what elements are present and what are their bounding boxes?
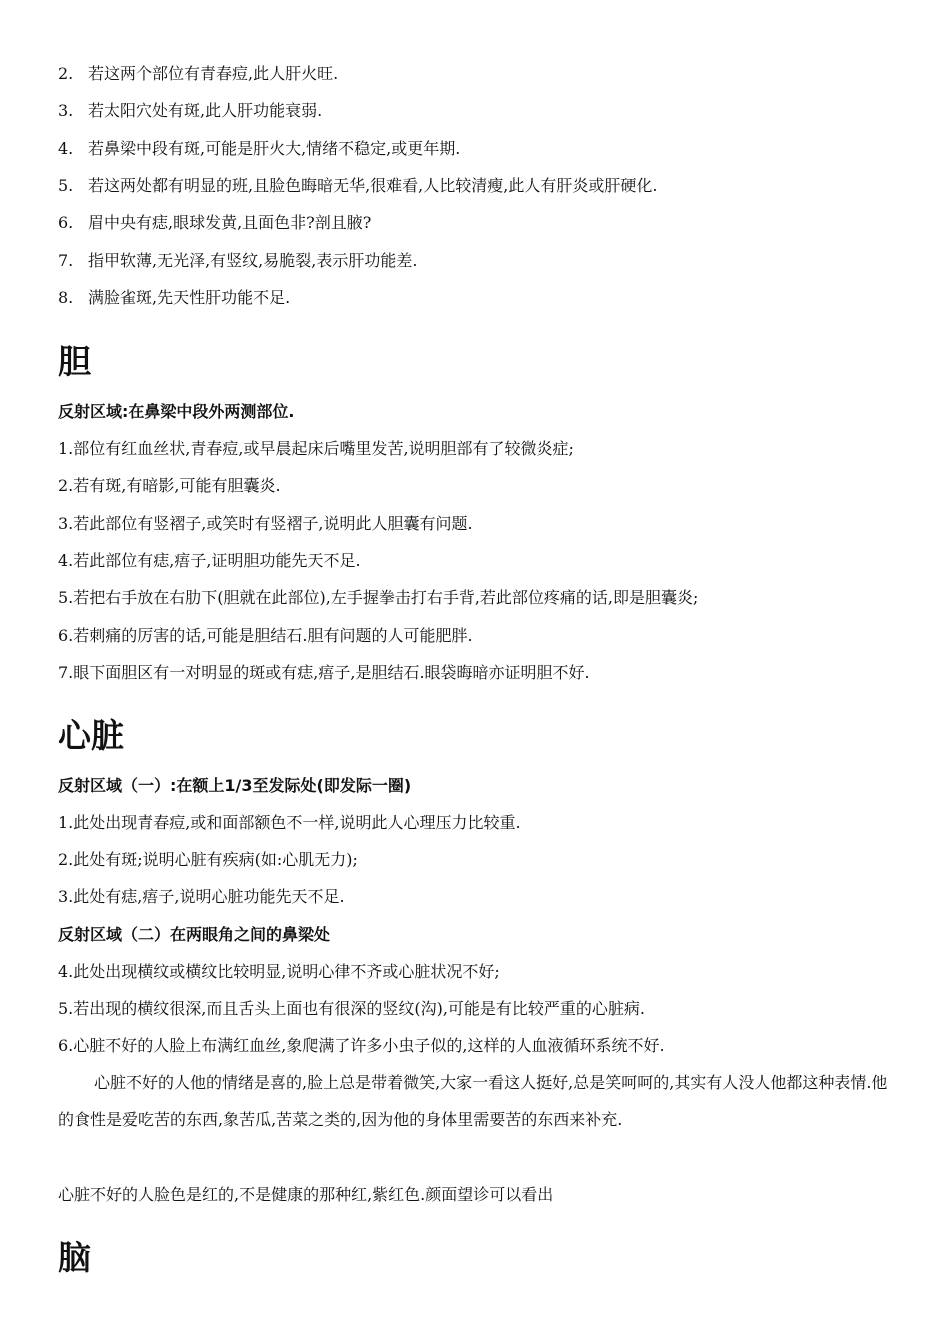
list-item: 6.心脏不好的人脸上布满红血丝,象爬满了许多小虫子似的,这样的人血液循环系统不好.	[58, 1036, 665, 1055]
list-text: 眉中央有痣,眼球发黄,且面色非?剖且腋?	[88, 213, 372, 232]
list-item: 3.若此部位有竖褶子,或笑时有竖褶子,说明此人胆囊有问题.	[58, 514, 473, 533]
list-item: 4.此处出现横纹或横纹比较明显,说明心律不齐或心脏状况不好;	[58, 962, 500, 981]
list-item	[58, 176, 657, 196]
list-item: 7.眼下面胆区有一对明显的斑或有痣,痦子,是胆结石.眼袋晦暗亦证明胆不好.	[58, 663, 590, 682]
list-number: 8.	[58, 288, 74, 307]
list-item: 3.此处有痣,痦子,说明心脏功能先天不足.	[58, 887, 345, 906]
section-heading-gallbladder: 胆	[58, 342, 91, 381]
list-text: 指甲软薄,无光泽,有竖纹,易脆裂,表示肝功能差.	[88, 251, 418, 270]
list-item: 2.若有斑,有暗影,可能有胆囊炎.	[58, 476, 281, 495]
reflex-region-label: 反射区域（二）在两眼角之间的鼻梁处	[58, 925, 331, 944]
list-item	[58, 288, 290, 308]
list-text: 若太阳穴处有斑,此人肝功能衰弱.	[88, 101, 323, 120]
section-heading-brain: 脑	[58, 1238, 91, 1277]
reflex-region-label: 反射区域（一）:在额上1/3至发际处(即发际一圈)	[58, 776, 412, 795]
list-text: 满脸雀斑,先天性肝功能不足.	[88, 288, 291, 307]
list-number: 5.	[58, 176, 74, 195]
list-item	[58, 101, 322, 121]
list-item: 6.若刺痛的厉害的话,可能是胆结石.胆有问题的人可能肥胖.	[58, 626, 473, 645]
list-item: 1.部位有红血丝状,青春痘,或早晨起床后嘴里发苦,说明胆部有了较微炎症;	[58, 439, 574, 458]
list-number: 2.	[58, 64, 74, 83]
list-text: 若鼻梁中段有斑,可能是肝火大,情绪不稳定,或更年期.	[88, 139, 461, 158]
list-number: 6.	[58, 213, 74, 232]
list-item: 4.若此部位有痣,痦子,证明胆功能先天不足.	[58, 551, 361, 570]
list-item: 2.此处有斑;说明心脏有疾病(如:心肌无力);	[58, 850, 358, 869]
body-paragraph: 心脏不好的人他的情绪是喜的,脸上总是带着微笑,大家一看这人挺好,总是笑呵呵的,其实有人没人他都这种表情.他的食性是爱吃苦的东西,象苦瓜,苦菜之类的,因为他的身体里需要苦的东西来补充.	[58, 1073, 888, 1129]
closing-line: 心脏不好的人脸色是红的,不是健康的那种红,紫红色.颜面望诊可以看出	[58, 1185, 554, 1204]
list-item: 5.若把右手放在右肋下(胆就在此部位),左手握拳击打右手背,若此部位疼痛的话,即是胆囊炎;	[58, 588, 699, 607]
list-item	[58, 251, 417, 271]
list-number: 4.	[58, 139, 74, 158]
list-item	[58, 139, 460, 159]
list-item: 1.此处出现青春痘,或和面部额色不一样,说明此人心理压力比较重.	[58, 813, 521, 832]
list-number: 7.	[58, 251, 74, 270]
list-item	[58, 64, 338, 84]
list-item	[58, 213, 371, 233]
list-text: 若这两处都有明显的班,且脸色晦暗无华,很难看,人比较清瘦,此人有肝炎或肝硬化.	[88, 176, 658, 195]
list-item: 5.若出现的横纹很深,而且舌头上面也有很深的竖纹(沟),可能是有比较严重的心脏病.	[58, 999, 646, 1018]
list-number: 3.	[58, 101, 74, 120]
list-text: 若这两个部位有青春痘,此人肝火旺.	[88, 64, 339, 83]
reflex-region-label: 反射区域:在鼻梁中段外两测部位.	[58, 402, 295, 421]
section-heading-heart: 心脏	[58, 716, 124, 755]
